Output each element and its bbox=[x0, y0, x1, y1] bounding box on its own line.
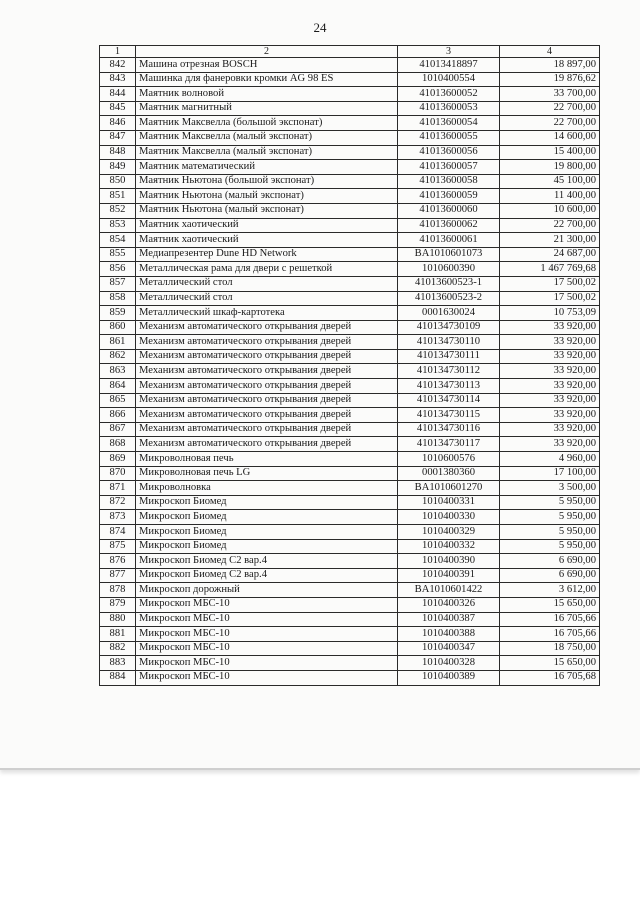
item-cost: 19 800,00 bbox=[500, 160, 600, 175]
row-number: 881 bbox=[100, 627, 136, 642]
row-number: 867 bbox=[100, 422, 136, 437]
table-row bbox=[100, 203, 600, 218]
item-name: Маятник математический bbox=[136, 160, 398, 175]
item-name: Микроскоп Биомед С2 вар.4 bbox=[136, 568, 398, 583]
row-number: 849 bbox=[100, 160, 136, 175]
item-cost: 16 705,68 bbox=[500, 670, 600, 685]
inventory-code: 1010600576 bbox=[398, 452, 500, 467]
item-name: Механизм автоматического открывания дверей bbox=[136, 364, 398, 379]
inventory-code: 41013600062 bbox=[398, 218, 500, 233]
page-number: 24 bbox=[313, 20, 327, 35]
item-name: Механизм автоматического открывания дверей bbox=[136, 393, 398, 408]
item-name: Машина отрезная BOSCH bbox=[136, 58, 398, 73]
table-row bbox=[100, 320, 600, 335]
row-number: 848 bbox=[100, 145, 136, 160]
item-name: Микроскоп МБС-10 bbox=[136, 641, 398, 656]
inventory-code: 1010600390 bbox=[398, 262, 500, 277]
inventory-code: 410134730110 bbox=[398, 335, 500, 350]
inventory-code: 41013600053 bbox=[398, 101, 500, 116]
inventory-code: 41013600523-1 bbox=[398, 276, 500, 291]
table-row bbox=[100, 130, 600, 145]
item-cost: 22 700,00 bbox=[500, 218, 600, 233]
item-cost: 16 705,66 bbox=[500, 612, 600, 627]
row-number: 880 bbox=[100, 612, 136, 627]
item-cost: 22 700,00 bbox=[500, 101, 600, 116]
item-cost: 15 650,00 bbox=[500, 656, 600, 671]
row-number: 869 bbox=[100, 452, 136, 467]
item-name: Микроскоп Биомед С2 вар.4 bbox=[136, 554, 398, 569]
table-row bbox=[100, 510, 600, 525]
item-name: Механизм автоматического открывания дверей bbox=[136, 422, 398, 437]
item-cost: 5 950,00 bbox=[500, 510, 600, 525]
row-number: 859 bbox=[100, 306, 136, 321]
row-number: 845 bbox=[100, 101, 136, 116]
row-number: 858 bbox=[100, 291, 136, 306]
inventory-code: 41013418897 bbox=[398, 58, 500, 73]
inventory-code: BA1010601422 bbox=[398, 583, 500, 598]
item-name: Маятник Ньютона (малый экспонат) bbox=[136, 203, 398, 218]
table-row bbox=[100, 276, 600, 291]
item-cost: 19 876,62 bbox=[500, 72, 600, 87]
item-cost: 17 100,00 bbox=[500, 466, 600, 481]
row-number: 871 bbox=[100, 481, 136, 496]
inventory-code: 41013600056 bbox=[398, 145, 500, 160]
table-row bbox=[100, 218, 600, 233]
table-row bbox=[100, 656, 600, 671]
row-number: 853 bbox=[100, 218, 136, 233]
row-number: 846 bbox=[100, 116, 136, 131]
table-row bbox=[100, 437, 600, 452]
header-col-4: 4 bbox=[500, 46, 600, 58]
item-cost: 33 920,00 bbox=[500, 437, 600, 452]
item-cost: 33 920,00 bbox=[500, 393, 600, 408]
item-cost: 33 920,00 bbox=[500, 349, 600, 364]
inventory-code: 1010400329 bbox=[398, 525, 500, 540]
table-row bbox=[100, 58, 600, 73]
item-cost: 6 690,00 bbox=[500, 568, 600, 583]
table-row bbox=[100, 72, 600, 87]
table-row bbox=[100, 233, 600, 248]
item-cost: 3 612,00 bbox=[500, 583, 600, 598]
item-cost: 5 950,00 bbox=[500, 539, 600, 554]
table-row bbox=[100, 335, 600, 350]
table-row bbox=[100, 174, 600, 189]
inventory-code: 1010400326 bbox=[398, 597, 500, 612]
table-row bbox=[100, 349, 600, 364]
row-number: 879 bbox=[100, 597, 136, 612]
row-number: 851 bbox=[100, 189, 136, 204]
table-row bbox=[100, 116, 600, 131]
item-cost: 17 500,02 bbox=[500, 291, 600, 306]
item-cost: 15 650,00 bbox=[500, 597, 600, 612]
row-number: 855 bbox=[100, 247, 136, 262]
row-number: 862 bbox=[100, 349, 136, 364]
table-row bbox=[100, 452, 600, 467]
item-name: Микроскоп МБС-10 bbox=[136, 627, 398, 642]
inventory-code: 41013600052 bbox=[398, 87, 500, 102]
row-number: 863 bbox=[100, 364, 136, 379]
item-name: Металлический стол bbox=[136, 291, 398, 306]
item-cost: 33 920,00 bbox=[500, 422, 600, 437]
header-col-3: 3 bbox=[398, 46, 500, 58]
inventory-code: 41013600059 bbox=[398, 189, 500, 204]
item-name: Микроволновая печь LG bbox=[136, 466, 398, 481]
row-number: 844 bbox=[100, 87, 136, 102]
item-cost: 24 687,00 bbox=[500, 247, 600, 262]
item-cost: 14 600,00 bbox=[500, 130, 600, 145]
header-col-1: 1 bbox=[100, 46, 136, 58]
item-name: Маятник Ньютона (малый экспонат) bbox=[136, 189, 398, 204]
row-number: 877 bbox=[100, 568, 136, 583]
table-row bbox=[100, 583, 600, 598]
inventory-code: 410134730111 bbox=[398, 349, 500, 364]
item-name: Маятник Максвелла (малый экспонат) bbox=[136, 145, 398, 160]
table-row bbox=[100, 612, 600, 627]
item-name: Маятник Максвелла (малый экспонат) bbox=[136, 130, 398, 145]
item-name: Машинка для фанеровки кромки AG 98 ES bbox=[136, 72, 398, 87]
item-name: Механизм автоматического открывания дверей bbox=[136, 335, 398, 350]
inventory-code: 410134730116 bbox=[398, 422, 500, 437]
row-number: 882 bbox=[100, 641, 136, 656]
inventory-code: 1010400332 bbox=[398, 539, 500, 554]
row-number: 860 bbox=[100, 320, 136, 335]
table-row bbox=[100, 393, 600, 408]
row-number: 847 bbox=[100, 130, 136, 145]
table-row bbox=[100, 101, 600, 116]
table-row bbox=[100, 597, 600, 612]
item-cost: 16 705,66 bbox=[500, 627, 600, 642]
inventory-table bbox=[99, 45, 600, 686]
row-number: 868 bbox=[100, 437, 136, 452]
item-name: Маятник Максвелла (большой экспонат) bbox=[136, 116, 398, 131]
row-number: 842 bbox=[100, 58, 136, 73]
item-name: Механизм автоматического открывания дверей bbox=[136, 349, 398, 364]
item-name: Металлический шкаф-картотека bbox=[136, 306, 398, 321]
item-name: Микроскоп МБС-10 bbox=[136, 656, 398, 671]
row-number: 852 bbox=[100, 203, 136, 218]
table-row bbox=[100, 466, 600, 481]
inventory-code: 410134730109 bbox=[398, 320, 500, 335]
item-name: Механизм автоматического открывания дверей bbox=[136, 379, 398, 394]
table-row bbox=[100, 291, 600, 306]
table-body bbox=[100, 58, 600, 686]
inventory-code: 1010400388 bbox=[398, 627, 500, 642]
item-cost: 22 700,00 bbox=[500, 116, 600, 131]
table-row bbox=[100, 627, 600, 642]
item-name: Микроскоп Биомед bbox=[136, 525, 398, 540]
inventory-code: 1010400554 bbox=[398, 72, 500, 87]
row-number: 872 bbox=[100, 495, 136, 510]
item-name: Медиапрезентер Dune HD Network bbox=[136, 247, 398, 262]
inventory-code: 410134730115 bbox=[398, 408, 500, 423]
item-name: Маятник хаотический bbox=[136, 233, 398, 248]
inventory-code: 410134730113 bbox=[398, 379, 500, 394]
item-name: Микроскоп Биомед bbox=[136, 510, 398, 525]
table-row bbox=[100, 262, 600, 277]
item-cost: 33 920,00 bbox=[500, 364, 600, 379]
row-number: 856 bbox=[100, 262, 136, 277]
inventory-code: 1010400330 bbox=[398, 510, 500, 525]
item-name: Микроскоп МБС-10 bbox=[136, 612, 398, 627]
item-cost: 33 700,00 bbox=[500, 87, 600, 102]
inventory-code: 1010400331 bbox=[398, 495, 500, 510]
item-cost: 4 960,00 bbox=[500, 452, 600, 467]
header-col-2: 2 bbox=[136, 46, 398, 58]
inventory-code: 1010400387 bbox=[398, 612, 500, 627]
inventory-code: 1010400391 bbox=[398, 568, 500, 583]
table-header-row bbox=[100, 46, 600, 58]
item-name: Микроскоп Биомед bbox=[136, 539, 398, 554]
item-cost: 3 500,00 bbox=[500, 481, 600, 496]
inventory-code: 41013600058 bbox=[398, 174, 500, 189]
table-row bbox=[100, 247, 600, 262]
item-cost: 33 920,00 bbox=[500, 408, 600, 423]
item-name: Маятник хаотический bbox=[136, 218, 398, 233]
item-cost: 18 750,00 bbox=[500, 641, 600, 656]
inventory-code: 1010400390 bbox=[398, 554, 500, 569]
inventory-code: 1010400389 bbox=[398, 670, 500, 685]
row-number: 843 bbox=[100, 72, 136, 87]
table-row bbox=[100, 306, 600, 321]
inventory-code: 41013600057 bbox=[398, 160, 500, 175]
table-row bbox=[100, 495, 600, 510]
item-cost: 15 400,00 bbox=[500, 145, 600, 160]
inventory-code: 41013600054 bbox=[398, 116, 500, 131]
item-name: Микроскоп МБС-10 bbox=[136, 670, 398, 685]
item-name: Маятник волновой bbox=[136, 87, 398, 102]
inventory-code: 41013600055 bbox=[398, 130, 500, 145]
table-row bbox=[100, 539, 600, 554]
table-row bbox=[100, 481, 600, 496]
row-number: 878 bbox=[100, 583, 136, 598]
inventory-code: 41013600523-2 bbox=[398, 291, 500, 306]
table-row bbox=[100, 641, 600, 656]
item-cost: 10 753,09 bbox=[500, 306, 600, 321]
inventory-code: 41013600061 bbox=[398, 233, 500, 248]
inventory-code: 41013600060 bbox=[398, 203, 500, 218]
inventory-code: 1010400328 bbox=[398, 656, 500, 671]
item-cost: 6 690,00 bbox=[500, 554, 600, 569]
item-name: Микроволновка bbox=[136, 481, 398, 496]
item-cost: 5 950,00 bbox=[500, 495, 600, 510]
table-row bbox=[100, 189, 600, 204]
inventory-code: 410134730117 bbox=[398, 437, 500, 452]
inventory-code: 1010400347 bbox=[398, 641, 500, 656]
row-number: 876 bbox=[100, 554, 136, 569]
table-row bbox=[100, 87, 600, 102]
row-number: 884 bbox=[100, 670, 136, 685]
item-cost: 5 950,00 bbox=[500, 525, 600, 540]
item-cost: 18 897,00 bbox=[500, 58, 600, 73]
inventory-code: 0001380360 bbox=[398, 466, 500, 481]
item-cost: 21 300,00 bbox=[500, 233, 600, 248]
inventory-code: BA1010601073 bbox=[398, 247, 500, 262]
item-name: Микроскоп дорожный bbox=[136, 583, 398, 598]
item-cost: 33 920,00 bbox=[500, 335, 600, 350]
row-number: 865 bbox=[100, 393, 136, 408]
inventory-code: BA1010601270 bbox=[398, 481, 500, 496]
row-number: 883 bbox=[100, 656, 136, 671]
row-number: 861 bbox=[100, 335, 136, 350]
table-row bbox=[100, 160, 600, 175]
row-number: 850 bbox=[100, 174, 136, 189]
table-row bbox=[100, 554, 600, 569]
table-row bbox=[100, 408, 600, 423]
inventory-code: 0001630024 bbox=[398, 306, 500, 321]
item-name: Микроволновая печь bbox=[136, 452, 398, 467]
item-name: Механизм автоматического открывания дверей bbox=[136, 408, 398, 423]
row-number: 864 bbox=[100, 379, 136, 394]
table-row bbox=[100, 145, 600, 160]
row-number: 854 bbox=[100, 233, 136, 248]
item-name: Маятник магнитный bbox=[136, 101, 398, 116]
item-name: Микроскоп Биомед bbox=[136, 495, 398, 510]
item-name: Микроскоп МБС-10 bbox=[136, 597, 398, 612]
table-row bbox=[100, 525, 600, 540]
inventory-code: 410134730114 bbox=[398, 393, 500, 408]
table-row bbox=[100, 568, 600, 583]
item-name: Механизм автоматического открывания дверей bbox=[136, 320, 398, 335]
item-cost: 17 500,02 bbox=[500, 276, 600, 291]
row-number: 875 bbox=[100, 539, 136, 554]
row-number: 870 bbox=[100, 466, 136, 481]
item-name: Маятник Ньютона (большой экспонат) bbox=[136, 174, 398, 189]
table-row bbox=[100, 670, 600, 685]
row-number: 857 bbox=[100, 276, 136, 291]
row-number: 866 bbox=[100, 408, 136, 423]
item-cost: 1 467 769,68 bbox=[500, 262, 600, 277]
item-name: Металлическая рама для двери с решеткой bbox=[136, 262, 398, 277]
item-cost: 33 920,00 bbox=[500, 379, 600, 394]
row-number: 874 bbox=[100, 525, 136, 540]
item-cost: 45 100,00 bbox=[500, 174, 600, 189]
item-cost: 33 920,00 bbox=[500, 320, 600, 335]
item-cost: 10 600,00 bbox=[500, 203, 600, 218]
item-name: Механизм автоматического открывания дверей bbox=[136, 437, 398, 452]
table-row bbox=[100, 364, 600, 379]
item-cost: 11 400,00 bbox=[500, 189, 600, 204]
table-row bbox=[100, 422, 600, 437]
inventory-code: 410134730112 bbox=[398, 364, 500, 379]
table-row bbox=[100, 379, 600, 394]
item-name: Металлический стол bbox=[136, 276, 398, 291]
row-number: 873 bbox=[100, 510, 136, 525]
